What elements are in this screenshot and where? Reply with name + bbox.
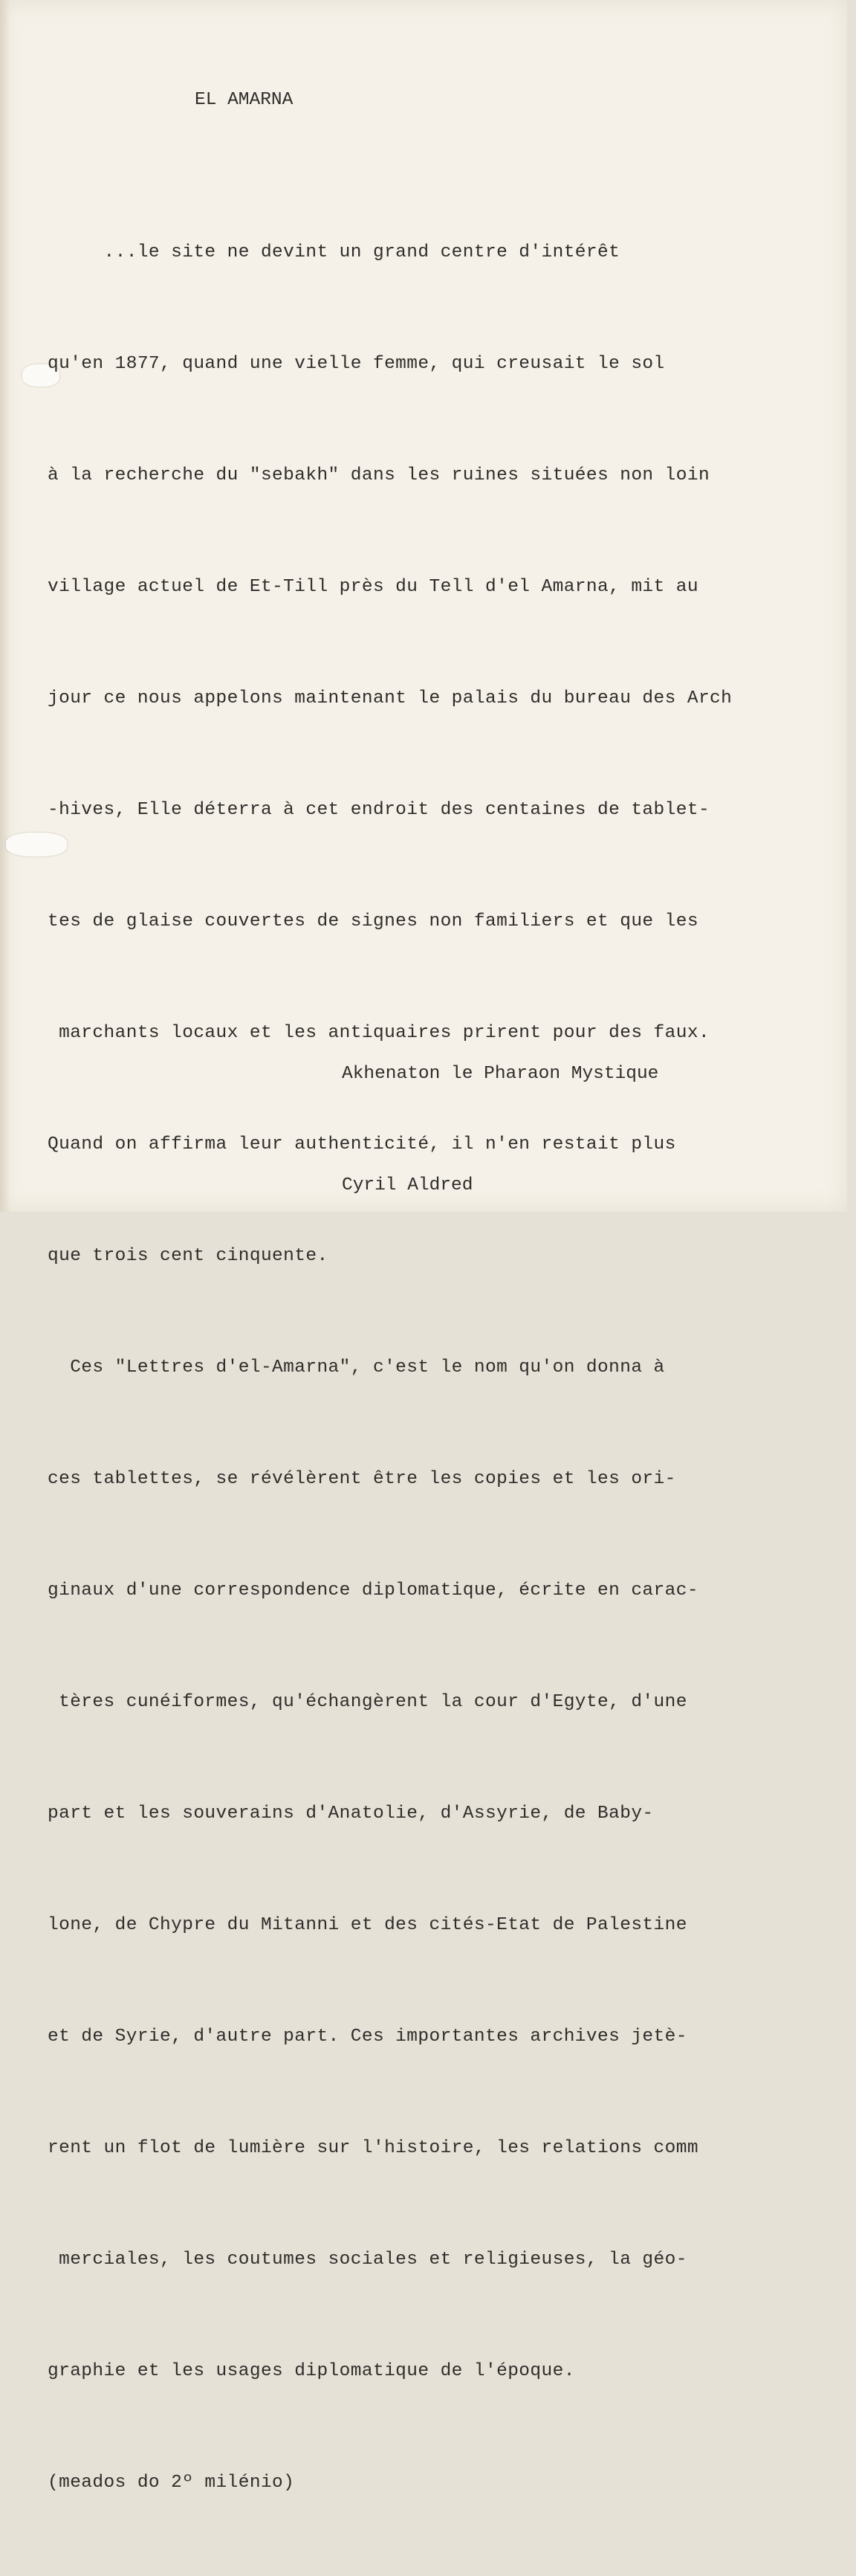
text-line: rent un flot de lumière sur l'histoire, les relations comm [48, 2138, 698, 2158]
text-line: jour ce nous appelons maintenant le palais du bureau des Arch [48, 688, 733, 708]
text-line: -hives, Elle déterra à cet endroit des centaines de tablet- [48, 800, 710, 820]
text-line: ginaux d'une correspondence diplomatique, écrite en carac- [48, 1581, 698, 1601]
text-line: à la recherche du "sebakh" dans les ruines situées non loin [48, 465, 710, 485]
text-line: ces tablettes, se révélèrent être les copies et les ori- [48, 1469, 676, 1489]
text-line: Ces "Lettres d'el-Amarna", c'est le nom qu'on donna à [48, 1358, 665, 1378]
text-line: ...le site ne devint un grand centre d'intérêt [48, 242, 620, 262]
text-line: village actuel de Et-Till près du Tell d'el Amarna, mit au [48, 577, 698, 597]
source-book-title: Akhenaton le Pharaon Mystique [342, 1064, 659, 1084]
text-line: part et les souverains d'Anatolie, d'Assyrie, de Baby- [48, 1804, 654, 1824]
text-line: que trois cent cinquente. [48, 1246, 328, 1266]
text-line: merciales, les coutumes sociales et religieuses, la géo- [48, 2250, 687, 2270]
source-attribution [342, 981, 658, 1279]
text-line: qu'en 1877, quand une vielle femme, qui creusait le sol [48, 354, 665, 374]
text-line: graphie et les usages diplomatique de l'époque. [48, 2361, 575, 2381]
text-line: marchants locaux et les antiquaires prirent pour des faux. [48, 1023, 710, 1043]
text-line: Quand on affirma leur authenticité, il n'en restait plus [48, 1134, 676, 1155]
text-line: (meados do 2º milénio) [48, 2473, 295, 2493]
text-line: lone, de Chypre du Mitanni et des cités-Etat de Palestine [48, 1915, 687, 1935]
document-title: EL AMARNA [195, 90, 294, 110]
source-author: Cyril Aldred [342, 1175, 473, 1195]
body-text [48, 160, 732, 2576]
text-line: et de Syrie, d'autre part. Ces importantes archives jetè- [48, 2027, 687, 2047]
text-line: tères cunéiformes, qu'échangèrent la cour d'Egyte, d'une [48, 1692, 687, 1712]
text-line: tes de glaise couvertes de signes non familiers et que les [48, 911, 698, 932]
